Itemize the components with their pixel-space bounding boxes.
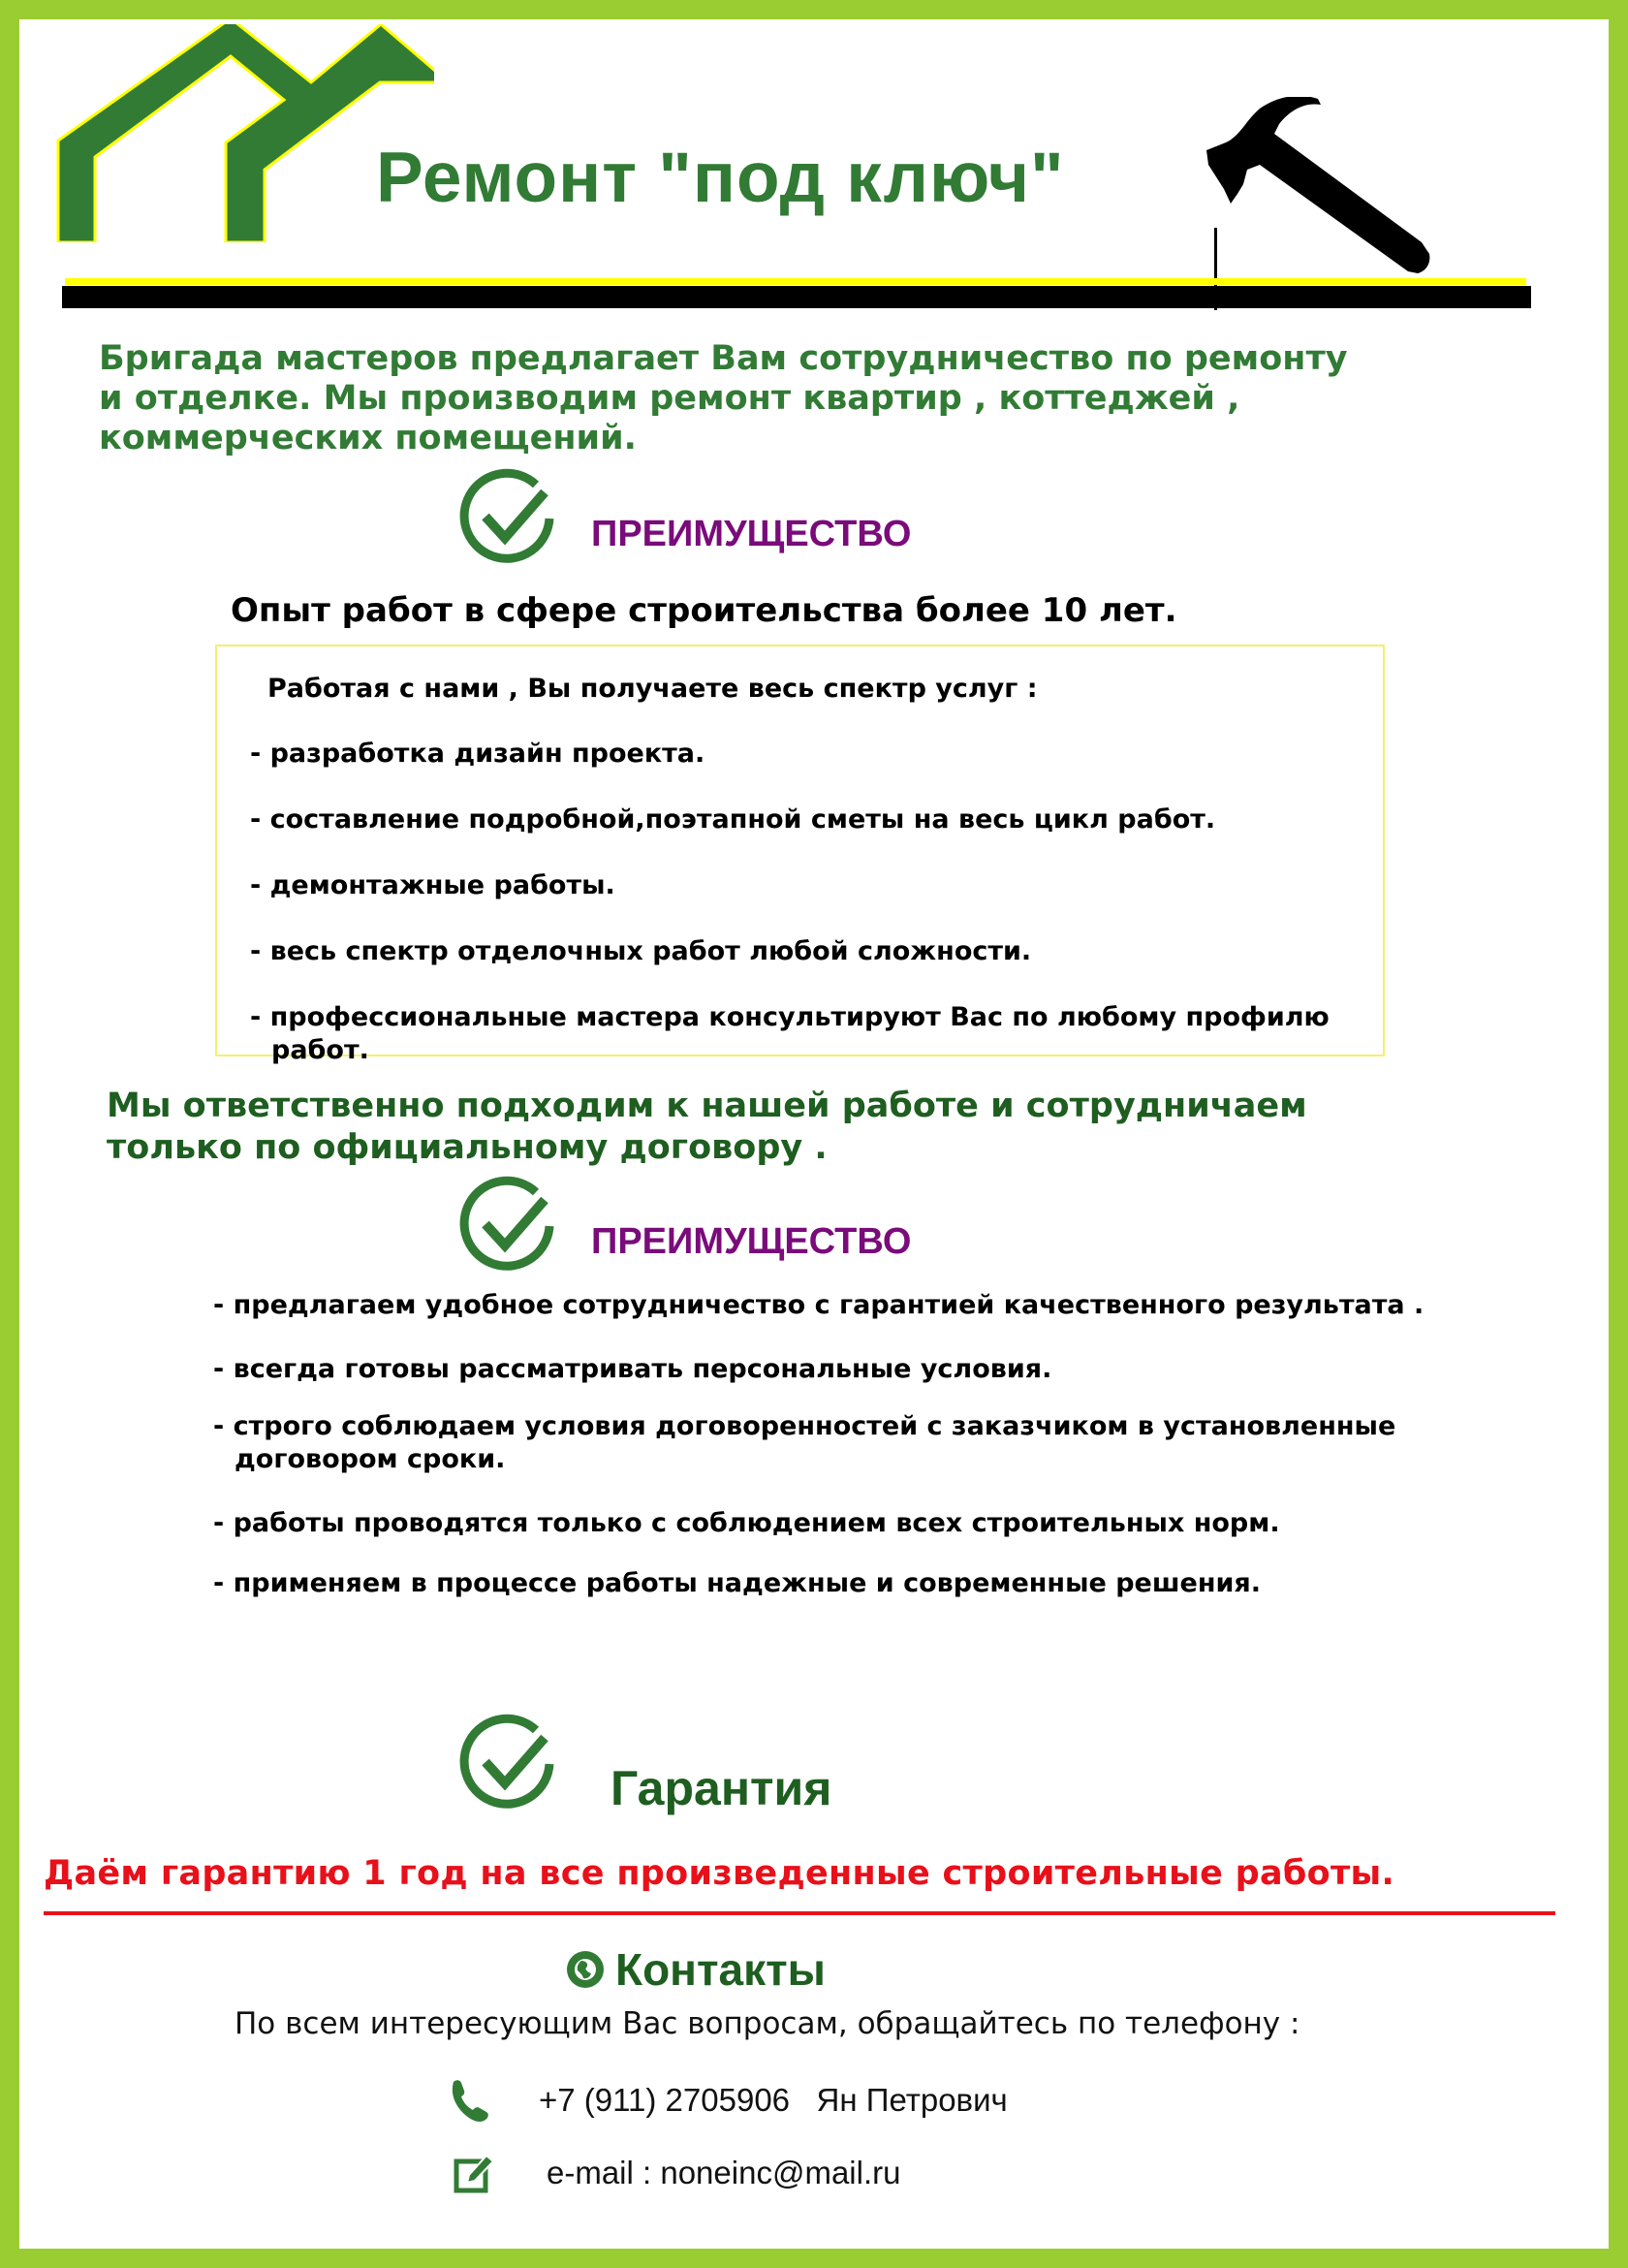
advantage-item: - всегда готовы рассматривать персональные условия. [213,1353,1514,1386]
services-intro: Работая с нами , Вы получаете весь спектр услуг : [267,674,1038,704]
phone-icon [446,2076,494,2125]
phone-link[interactable]: +7 (911) 2705906 Ян Петрович [539,2082,1008,2118]
advantage-item: - строго соблюдаем условия договоренностей с заказчиком в установленные договором сроки. [213,1410,1514,1476]
services-box [215,645,1385,1065]
contacts-note: По всем интересующим Вас вопросам, обращайтесь по телефону : [235,2006,1300,2041]
services-list [250,738,1386,1100]
advantage-item: - предлагаем удобное сотрудничество с гарантией качественного результата . [213,1289,1514,1322]
advantages-list [213,1289,1514,1600]
contacts-title: Контакты [615,1944,826,1995]
contacts-heading [565,1943,826,1996]
header-divider-yellow [65,278,1526,285]
advantage-item: - применяем в процессе работы надежные и современные решения. [213,1567,1514,1600]
flyer-page [19,19,1609,2249]
advantage-label: ПРЕИМУЩЕСТВО [591,1220,912,1262]
service-item: - демонтажные работы. [250,869,1386,902]
guarantee-underline [44,1911,1555,1915]
phone-contact [446,2076,1008,2125]
guarantee-text: Даём гарантию 1 год на все произведенные строительные работы. [44,1854,1395,1893]
guarantee-title: Гарантия [610,1761,832,1815]
check-circle-icon [455,1173,562,1279]
check-circle-icon [455,1711,562,1817]
globe-icon [565,1949,606,1990]
service-item: - разработка дизайн проекта. [250,738,1386,771]
advantage-heading-2 [455,1173,911,1279]
email-link[interactable]: e-mail : noneinc@mail.ru [547,2155,901,2190]
advantage-item: - работы проводятся только с соблюдением всех строительных норм. [213,1507,1514,1540]
commitment-text: Мы ответственно подходим к нашей работе и сотрудничаем только по официальному договору . [107,1087,1307,1167]
header-divider-black [62,286,1531,308]
service-item: - весь спектр отделочных работ любой сложности. [250,935,1386,968]
email-contact [454,2152,900,2194]
advantage-label: ПРЕИМУЩЕСТВО [591,513,912,554]
service-item: - профессиональные мастера консультируют Вас по любому профилю работ. [250,1001,1386,1067]
guarantee-heading [455,1711,831,1817]
edit-icon [454,2152,496,2194]
page-title: Ремонт "под ключ" [376,139,1065,217]
intro-text: Бригада мастеров предлагает Вам сотрудничество по ремонту и отделке. Мы производим ремонт квартир , коттеджей , коммерческих помещений. [99,339,1348,457]
advantage-heading-1 [455,465,911,572]
service-item: - составление подробной,поэтапной сметы на весь цикл работ. [250,803,1386,836]
experience-text: Опыт работ в сфере строительства более 10 лет. [231,591,1177,630]
check-circle-icon [455,465,562,572]
